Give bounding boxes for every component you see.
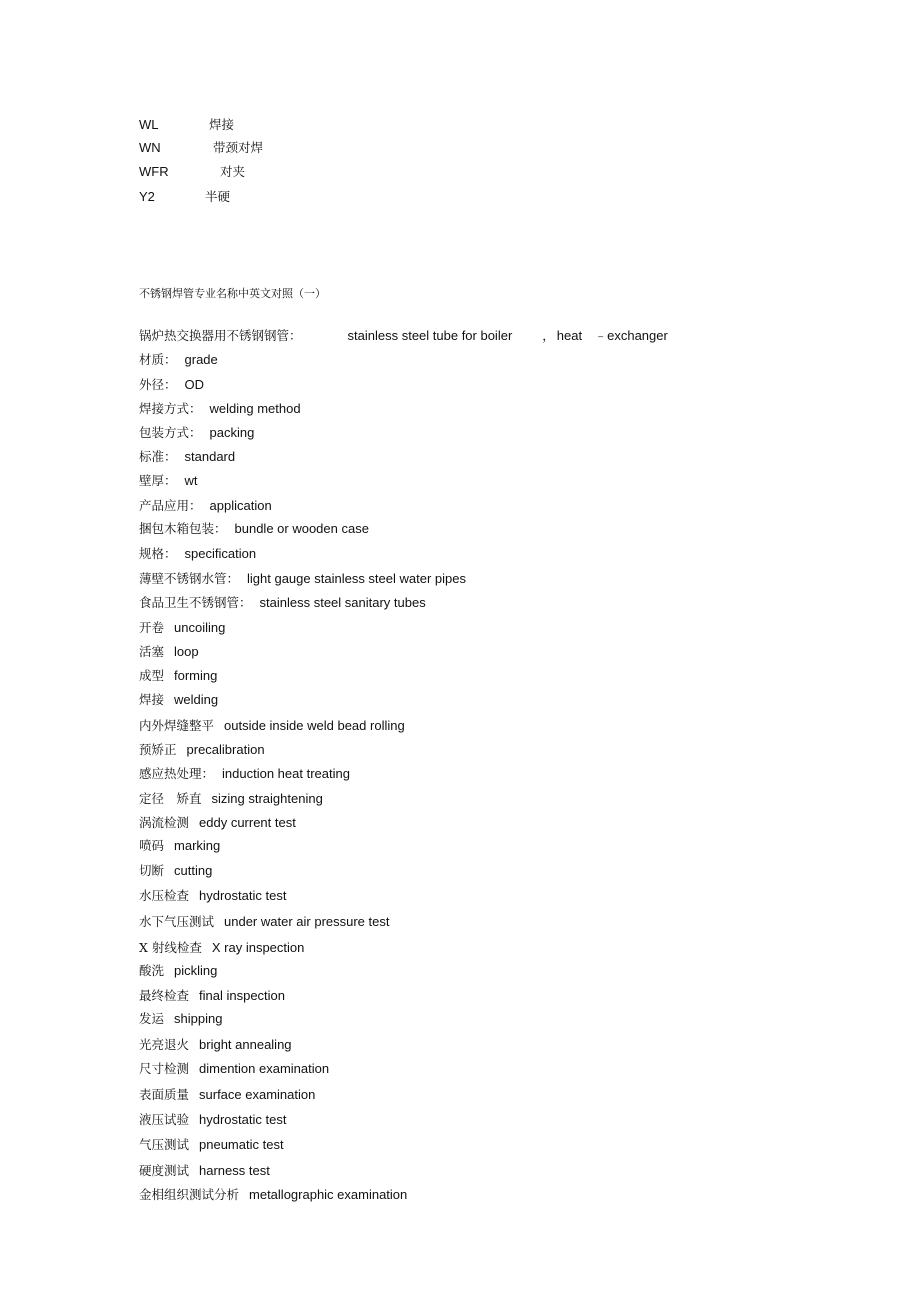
term-row — [139, 1111, 286, 1130]
term-cn: 外径： — [139, 377, 177, 392]
term-en: wt — [184, 473, 198, 488]
term-row — [139, 913, 389, 932]
term-en: specification — [184, 546, 257, 561]
term-en: forming — [174, 668, 218, 683]
abbr-meaning: 对夹 — [220, 164, 246, 179]
term-cn: 液压试验 — [139, 1112, 190, 1127]
term-cn: 光亮退火 — [139, 1037, 190, 1052]
term-en: pickling — [174, 963, 218, 978]
term-row — [139, 1036, 292, 1055]
term-cn: 食品卫生不锈钢管： — [139, 595, 252, 610]
term-en: X ray inspection — [211, 940, 305, 955]
abbr-code: WFR — [139, 164, 169, 179]
term-en: packing — [209, 425, 255, 440]
term-en: surface examination — [199, 1087, 316, 1102]
abbr-row — [139, 163, 245, 182]
term-cn: 材质： — [139, 352, 177, 367]
term-cn: 水下气压测试 — [139, 914, 215, 929]
term-cn: 尺寸检测 — [139, 1061, 190, 1076]
term-en: precalibration — [186, 742, 265, 757]
term-row — [139, 520, 369, 539]
term-row — [139, 619, 225, 638]
term-en: heat — [556, 328, 583, 343]
term-row — [139, 717, 405, 736]
term-row — [139, 887, 286, 906]
term-row — [139, 765, 350, 784]
term-row — [139, 790, 323, 809]
term-en: sizing straightening — [211, 791, 323, 806]
term-row — [139, 741, 265, 760]
term-cn: 定径 矫直 — [139, 791, 202, 806]
term-en: hydrostatic test — [199, 888, 287, 903]
term-en: bright annealing — [199, 1037, 292, 1052]
term-en: standard — [184, 449, 236, 464]
abbr-row — [139, 116, 234, 135]
term-row — [139, 448, 235, 467]
term-cn: 发运 — [139, 1011, 165, 1026]
term-row-first — [139, 327, 668, 346]
term-cn: 涡流检测 — [139, 815, 190, 830]
term-en: shipping — [174, 1011, 223, 1026]
term-cn: 包装方式： — [139, 425, 202, 440]
term-en: OD — [184, 377, 205, 392]
term-en: welding method — [209, 401, 301, 416]
term-cn: 规格： — [139, 546, 177, 561]
term-cn: 捆包木箱包装： — [139, 521, 227, 536]
abbr-code: Y2 — [139, 189, 155, 204]
term-row — [139, 424, 254, 443]
term-cn: 锅炉热交换器用不锈钢钢管： — [139, 328, 302, 343]
term-cn: 最终检查 — [139, 988, 190, 1003]
term-cn: 焊接方式： — [139, 401, 202, 416]
term-row — [139, 837, 220, 856]
term-row — [139, 643, 199, 662]
term-en: application — [209, 498, 272, 513]
term-en: grade — [184, 352, 218, 367]
term-en: bundle or wooden case — [234, 521, 369, 536]
term-row — [139, 1060, 329, 1079]
term-cn: 标准： — [139, 449, 177, 464]
term-row — [139, 570, 466, 589]
term-row — [139, 594, 426, 613]
term-cn: 表面质量 — [139, 1087, 190, 1102]
term-en: light gauge stainless steel water pipes — [247, 571, 466, 586]
term-en: stainless steel tube for boiler — [347, 328, 513, 343]
term-sep: ， — [542, 328, 555, 343]
term-en: dimention examination — [199, 1061, 330, 1076]
term-cn: 硬度测试 — [139, 1163, 190, 1178]
term-cn: 产品应用： — [139, 498, 202, 513]
term-row — [139, 1186, 407, 1205]
abbr-meaning: 半硬 — [205, 189, 231, 204]
term-cn: 薄壁不锈钢水管： — [139, 571, 240, 586]
term-en: induction heat treating — [222, 766, 350, 781]
abbr-meaning: 带颈对焊 — [213, 140, 264, 155]
term-row — [139, 1162, 270, 1181]
term-en: eddy current test — [199, 815, 296, 830]
term-row — [139, 939, 304, 958]
abbr-row — [139, 139, 263, 158]
term-cn: 酸洗 — [139, 963, 165, 978]
term-cn: 成型 — [139, 668, 165, 683]
term-row — [139, 1010, 222, 1029]
term-cn: 活塞 — [139, 644, 165, 659]
term-row — [139, 497, 272, 516]
term-row — [139, 351, 218, 370]
term-cn: 开卷 — [139, 620, 165, 635]
term-en: final inspection — [199, 988, 286, 1003]
term-en: metallographic examination — [249, 1187, 408, 1202]
term-cn: 喷码 — [139, 838, 165, 853]
abbr-meaning: 焊接 — [209, 117, 235, 132]
abbr-code: WL — [139, 117, 159, 132]
term-en: cutting — [174, 863, 213, 878]
term-row — [139, 1086, 315, 1105]
term-row — [139, 814, 296, 833]
term-row — [139, 400, 301, 419]
term-row — [139, 862, 212, 881]
term-en: ﹣exchanger — [594, 328, 668, 343]
term-cn: 焊接 — [139, 692, 165, 707]
term-en: hydrostatic test — [199, 1112, 287, 1127]
term-row — [139, 1136, 284, 1155]
term-cn: 感应热处理： — [139, 766, 215, 781]
term-en: harness test — [199, 1163, 270, 1178]
section-title: 不锈钢焊管专业名称中英文对照（一） — [139, 287, 326, 300]
term-row — [139, 667, 217, 686]
term-en: outside inside weld bead rolling — [224, 718, 405, 733]
abbr-row — [139, 188, 230, 207]
term-en: pneumatic test — [199, 1137, 284, 1152]
term-cn: 内外焊缝整平 — [139, 718, 215, 733]
term-en: stainless steel sanitary tubes — [259, 595, 426, 610]
term-cn: 金相组织测试分析 — [139, 1187, 240, 1202]
term-row — [139, 987, 285, 1006]
term-en: loop — [174, 644, 199, 659]
term-cn: 水压检查 — [139, 888, 190, 903]
term-row — [139, 376, 204, 395]
abbr-code: WN — [139, 140, 161, 155]
term-row — [139, 545, 256, 564]
term-en: under water air pressure test — [224, 914, 390, 929]
term-cn: 预矫正 — [139, 742, 177, 757]
term-row — [139, 691, 218, 710]
term-cn: 壁厚： — [139, 473, 177, 488]
term-cn: 气压测试 — [139, 1137, 190, 1152]
term-en: uncoiling — [174, 620, 226, 635]
term-cn: X 射线检查 — [139, 940, 202, 955]
term-row — [139, 472, 198, 491]
term-row — [139, 962, 217, 981]
term-en: welding — [174, 692, 219, 707]
term-en: marking — [174, 838, 221, 853]
term-cn: 切断 — [139, 863, 165, 878]
